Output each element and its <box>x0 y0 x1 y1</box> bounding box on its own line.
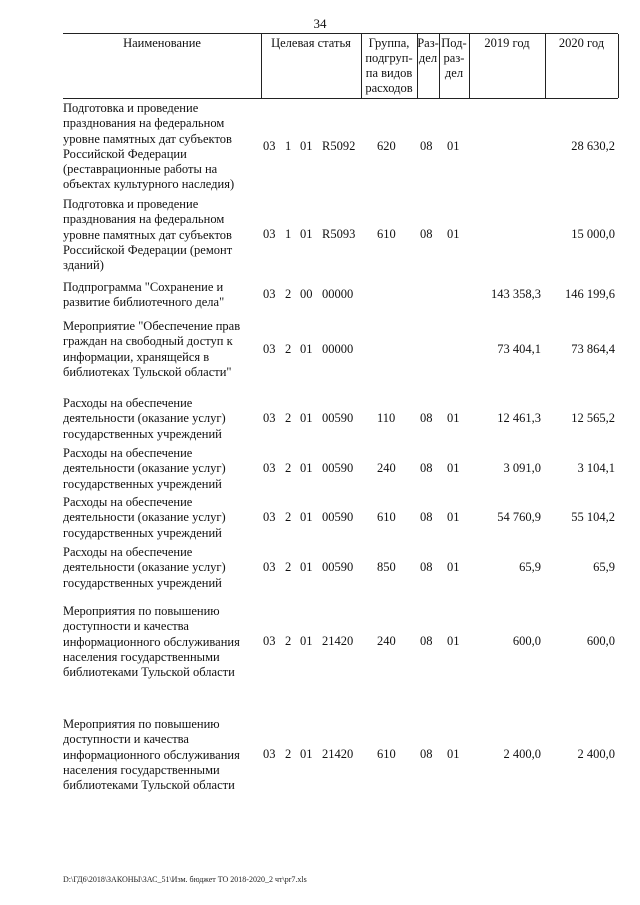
amount-2020: 2 400,0 <box>577 747 615 761</box>
subsection: 01 <box>447 510 460 524</box>
code-event: 00 <box>300 287 313 301</box>
header-group-line: расходов <box>365 81 413 95</box>
code-event: 01 <box>300 411 313 425</box>
code-event: 01 <box>300 510 313 524</box>
header-subsection-line: раз- <box>443 51 465 65</box>
row-name <box>63 717 263 793</box>
code-direction: 00000 <box>322 342 354 356</box>
section: 08 <box>420 747 433 761</box>
code-event: 01 <box>300 634 313 648</box>
header-group-line: подгруп- <box>365 51 413 65</box>
row-name-line: деятельности (оказание услуг) <box>63 411 226 426</box>
amount-2020: 146 199,6 <box>565 287 615 301</box>
code-direction: 00590 <box>322 510 354 524</box>
subsection: 01 <box>447 747 460 761</box>
row-name-line: (реставрационные работы на <box>63 162 218 177</box>
code-subprogram: 1 <box>285 227 292 241</box>
row-name-line: Расходы на обеспечение <box>63 446 193 460</box>
table-row <box>63 495 618 542</box>
row-name-line: государственных учреждений <box>63 525 222 540</box>
code-program: 03 <box>263 227 276 241</box>
header-divider <box>618 34 619 98</box>
header-target-article: Целевая статья <box>271 36 351 50</box>
table-row <box>63 101 618 194</box>
header-subsection <box>439 34 469 98</box>
code-event: 01 <box>300 560 313 574</box>
row-name-line: уровне памятных дат субъектов <box>63 227 232 242</box>
code-subprogram: 2 <box>285 342 292 356</box>
row-name-line: информационного обслуживания <box>63 634 240 649</box>
code-event: 01 <box>300 461 313 475</box>
table-row <box>63 717 618 797</box>
row-name-line: информации, хранящейся в <box>63 349 210 364</box>
row-name-line: информационного обслуживания <box>63 747 240 762</box>
row-name-line: библиотеками Тульской области <box>63 665 235 680</box>
code-direction: R5093 <box>322 227 356 241</box>
row-name-line: объектах культурного наследия) <box>63 177 235 192</box>
header-group <box>361 34 417 98</box>
amount-2019: 65,9 <box>519 560 541 574</box>
subsection: 01 <box>447 461 460 475</box>
header-section-line: дел <box>418 51 438 65</box>
code-subprogram: 2 <box>285 461 292 475</box>
table-row <box>63 604 618 684</box>
row-name-line: государственных учреждений <box>63 575 222 590</box>
header-section <box>417 34 439 98</box>
code-program: 03 <box>263 342 276 356</box>
row-name-line: деятельности (оказание услуг) <box>63 560 226 575</box>
amount-2020: 73 864,4 <box>571 342 615 356</box>
expense-group: 610 <box>377 510 396 524</box>
subsection: 01 <box>447 560 460 574</box>
amount-2020: 55 104,2 <box>571 510 615 524</box>
row-name-line: населения государственными <box>63 762 220 777</box>
section: 08 <box>420 560 433 574</box>
row-name <box>63 396 263 442</box>
code-subprogram: 1 <box>285 139 292 153</box>
row-name-line: зданий) <box>63 258 104 273</box>
row-name-line: Подпрограмма "Сохранение и <box>63 280 224 294</box>
code-direction: 00590 <box>322 411 354 425</box>
table-row <box>63 197 618 275</box>
code-direction: 00590 <box>322 560 354 574</box>
amount-2020: 600,0 <box>586 634 615 648</box>
section: 08 <box>420 139 433 153</box>
row-name-line: Подготовка и проведение <box>63 197 199 211</box>
code-program: 03 <box>263 411 276 425</box>
header-group-line: Группа, <box>368 36 410 50</box>
code-subprogram: 2 <box>285 747 292 761</box>
amount-2019: 600,0 <box>512 634 541 648</box>
code-event: 01 <box>300 342 313 356</box>
code-subprogram: 2 <box>285 411 292 425</box>
table-row <box>63 396 618 443</box>
row-name <box>63 495 263 541</box>
expense-group: 240 <box>377 634 396 648</box>
amount-2019: 3 091,0 <box>503 461 541 475</box>
subsection: 01 <box>447 411 460 425</box>
code-program: 03 <box>263 139 276 153</box>
row-name-line: Подготовка и проведение <box>63 101 199 115</box>
amount-2020: 65,9 <box>593 560 615 574</box>
header-group-line: па видов <box>365 66 413 80</box>
header-subsection-line: дел <box>444 66 464 80</box>
row-name-line: Мероприятия по повышению <box>63 604 220 618</box>
amount-2019: 143 358,3 <box>491 287 541 301</box>
row-name-line: Расходы на обеспечение <box>63 545 193 559</box>
expense-group: 110 <box>377 411 396 425</box>
file-path-footer: D:\ГД6\2018\ЗАКОНЫ\ЗАС_51\Изм. бюджет ТО 2018-2020_2 чт\pr7.xls <box>63 875 307 884</box>
header-year-2019: 2019 год <box>484 36 530 50</box>
code-program: 03 <box>263 634 276 648</box>
row-name-line: развитие библиотечного дела" <box>63 295 225 310</box>
code-subprogram: 2 <box>285 560 292 574</box>
row-name-line: доступности и качества <box>63 732 189 747</box>
row-name-line: населения государственными <box>63 649 220 664</box>
header-section-line: Раз- <box>417 36 439 50</box>
row-name-line: деятельности (оказание услуг) <box>63 510 226 525</box>
row-name <box>63 545 263 591</box>
row-name-line: библиотеками Тульской области <box>63 778 235 793</box>
section: 08 <box>420 461 433 475</box>
row-name-line: празднования на федеральном <box>63 116 225 131</box>
code-program: 03 <box>263 461 276 475</box>
header-subsection-line: Под- <box>441 36 467 50</box>
table-row <box>63 280 618 313</box>
expense-group: 610 <box>377 747 396 761</box>
row-name-line: празднования на федеральном <box>63 212 225 227</box>
section: 08 <box>420 510 433 524</box>
code-event: 01 <box>300 747 313 761</box>
expense-group: 240 <box>377 461 396 475</box>
row-name-line: Мероприятие "Обеспечение прав <box>63 319 241 333</box>
section: 08 <box>420 227 433 241</box>
code-direction: 21420 <box>322 634 354 648</box>
amount-2020: 15 000,0 <box>571 227 615 241</box>
row-name-line: библиотеках Тульской области" <box>63 364 232 379</box>
amount-2019: 12 461,3 <box>497 411 541 425</box>
subsection: 01 <box>447 227 460 241</box>
amount-2020: 3 104,1 <box>577 461 615 475</box>
row-name <box>63 197 263 273</box>
code-subprogram: 2 <box>285 634 292 648</box>
amount-2020: 12 565,2 <box>571 411 615 425</box>
row-name-line: Мероприятия по повышению <box>63 717 220 731</box>
code-program: 03 <box>263 510 276 524</box>
row-name-line: деятельности (оказание услуг) <box>63 461 226 476</box>
code-direction: R5092 <box>322 139 356 153</box>
expense-group: 610 <box>377 227 396 241</box>
code-direction: 00590 <box>322 461 354 475</box>
code-program: 03 <box>263 560 276 574</box>
row-name-line: доступности и качества <box>63 619 189 634</box>
expense-group: 620 <box>377 139 396 153</box>
row-name <box>63 319 263 380</box>
code-event: 01 <box>300 227 313 241</box>
code-subprogram: 2 <box>285 287 292 301</box>
code-direction: 00000 <box>322 287 354 301</box>
row-name-line: Российской Федерации (ремонт <box>63 242 233 257</box>
code-event: 01 <box>300 139 313 153</box>
section: 08 <box>420 634 433 648</box>
header-name: Наименование <box>123 36 201 50</box>
row-name-line: государственных учреждений <box>63 476 222 491</box>
amount-2020: 28 630,2 <box>571 139 615 153</box>
row-name-line: Расходы на обеспечение <box>63 396 193 410</box>
row-name-line: уровне памятных дат субъектов <box>63 131 232 146</box>
amount-2019: 2 400,0 <box>503 747 541 761</box>
page-number: 34 <box>313 16 327 31</box>
amount-2019: 54 760,9 <box>497 510 541 524</box>
code-program: 03 <box>263 747 276 761</box>
section: 08 <box>420 411 433 425</box>
subsection: 01 <box>447 139 460 153</box>
row-name <box>63 280 263 311</box>
table-row <box>63 446 618 493</box>
row-name <box>63 101 263 193</box>
row-name <box>63 446 263 492</box>
table-header <box>63 33 618 99</box>
row-name-line: Российской Федерации <box>63 146 187 161</box>
code-direction: 21420 <box>322 747 354 761</box>
amount-2019: 73 404,1 <box>497 342 541 356</box>
table-row <box>63 545 618 592</box>
row-name-line: граждан на свободный доступ к <box>63 334 233 349</box>
row-name <box>63 604 263 680</box>
code-program: 03 <box>263 287 276 301</box>
expense-group: 850 <box>377 560 396 574</box>
row-name-line: государственных учреждений <box>63 426 222 441</box>
code-subprogram: 2 <box>285 510 292 524</box>
subsection: 01 <box>447 634 460 648</box>
table-row <box>63 319 618 383</box>
header-year-2020: 2020 год <box>558 36 605 50</box>
row-name-line: Расходы на обеспечение <box>63 495 193 509</box>
